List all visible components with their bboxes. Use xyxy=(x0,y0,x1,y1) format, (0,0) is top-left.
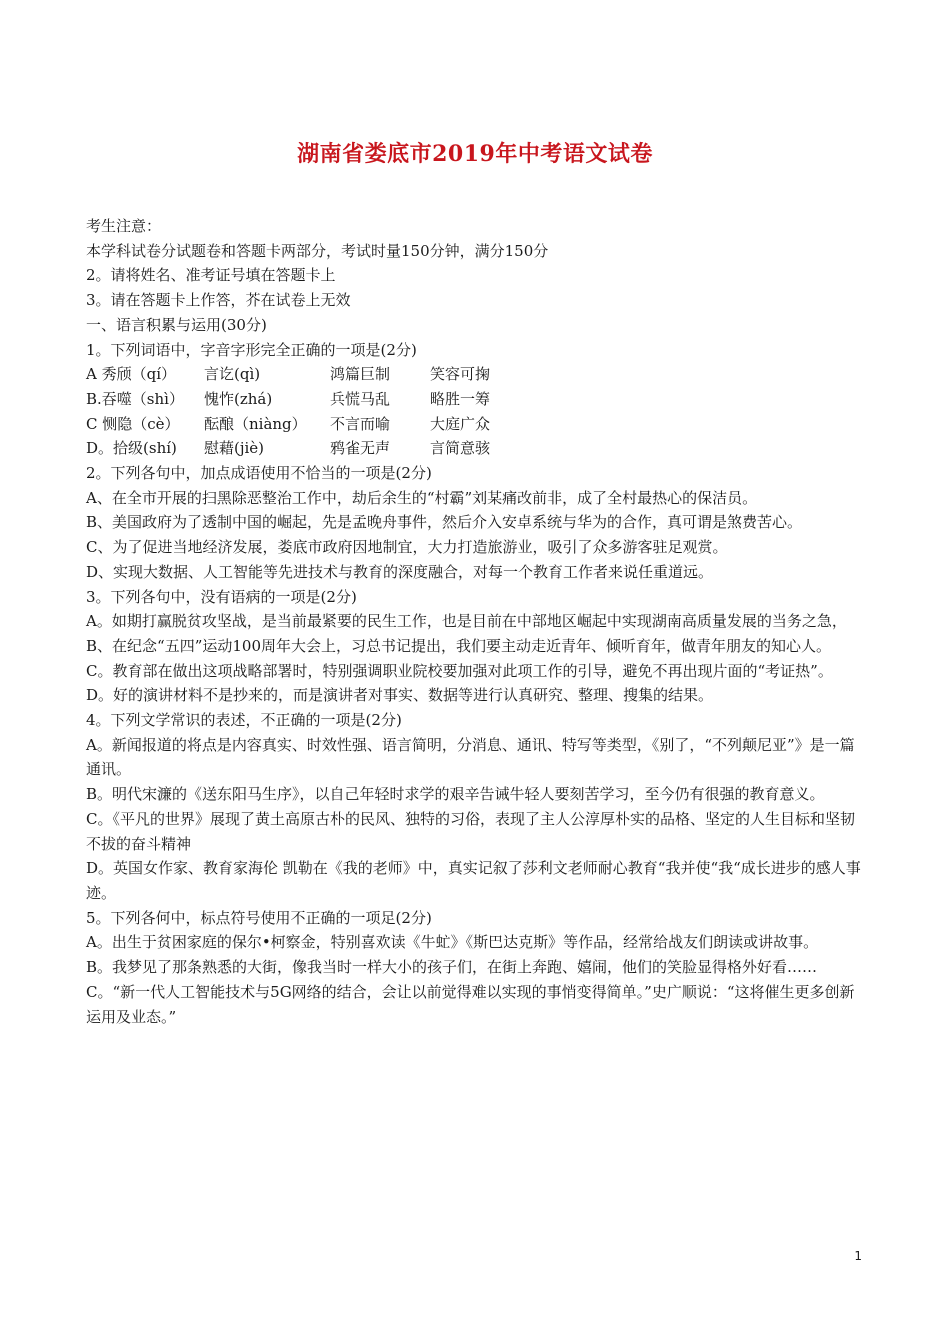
question-5-option-b: B。我梦见了那条熟悉的大街，像我当时一样大小的孩子们，在街上奔跑、嬉闹，他们的笑脸显得格外好看…… xyxy=(86,958,818,977)
question-2-stem: 2。下列各句中，加点成语使用不恰当的一项是(2分) xyxy=(86,464,432,483)
notice-line: 本学科试卷分试题卷和答题卡两部分，考试时量150分钟，满分150分 xyxy=(86,241,549,260)
question-4-option-b: B。明代宋濂的《送东阳马生序》，以自己年轻时求学的艰辛告诫牛轻人要刻苦学习，至今仍有很强的教育意义。 xyxy=(86,785,825,804)
notice-line: 2。请将姓名、准考证号填在答题卡上 xyxy=(86,266,336,285)
question-4-stem: 4。下列文学常识的表述，不正确的一项是(2分) xyxy=(86,711,402,730)
option-cell: 言讫(qì) xyxy=(204,365,261,384)
question-3-option-d: D。好的演讲材料不是抄来的，而是演讲者对事实、数据等进行认真研究、整理、搜集的结果。 xyxy=(86,686,714,705)
question-3-option-b: B、在纪念“五四”运动100周年大会上，习总书记提出，我们要主动走近青年、倾听育年，做青年朋友的知心人。 xyxy=(86,636,831,655)
question-3-stem: 3。下列各句中，没有语病的一项是(2分) xyxy=(86,587,357,606)
question-2-option-a: A、在全市开展的扫黑除恶整治工作中，劫后余生的“村霸”刘某痛改前非，成了全村最热心的保洁员。 xyxy=(86,488,758,507)
notice-line: 3。请在答题卡上作答，芥在试卷上无效 xyxy=(86,291,351,310)
option-cell: 鸿篇巨制 xyxy=(330,365,391,384)
option-cell: 愧怍(zhá) xyxy=(204,389,273,408)
question-1-option-a xyxy=(86,362,868,387)
page-title: 湖南省娄底市2019年中考语文试卷 xyxy=(297,141,653,167)
question-4-option-a: A。新闻报道的将点是内容真实、时效性强、语言简明，分消息、通讯、特写等类型，《别了，“不列颠尼亚”》是一篇通讯。 xyxy=(86,735,855,779)
option-cell: 慰藉(jiè) xyxy=(204,439,265,458)
page-number: 1 xyxy=(854,1249,862,1263)
option-cell: 言简意骇 xyxy=(430,439,491,458)
option-cell: A 秀颀（qí） xyxy=(86,365,177,384)
notice-heading: 考生注意： xyxy=(86,217,162,235)
question-4-option-d: D。英国女作家、教育家海伦 凯勒在《我的老师》中，真实记叙了莎利文老师耐心教育“我并使“我“成长进步的感人事迹。 xyxy=(86,859,861,902)
option-cell: 兵慌马乱 xyxy=(330,389,391,408)
question-1-option-d xyxy=(86,436,868,461)
question-5-option-a: A。出生于贫困家庭的保尔•柯察金，特别喜欢读《牛虻》《斯巴达克斯》等作品，经常给战友们朗读或讲故事。 xyxy=(86,933,819,952)
option-cell: 大庭广众 xyxy=(430,414,491,433)
question-5-option-c: C。“新一代人工智能技术与5G网络的结合，会让以前觉得难以实现的事悄变得简单。”史广顺说：“这将催生更多创新运用及业态。” xyxy=(86,982,855,1026)
question-2-option-c: C、为了促进当地经济发展，娄底市政府因地制宜，大力打造旅游业，吸引了众多游客驻足观赏。 xyxy=(86,538,728,557)
question-3-option-a: A。如期打赢脱贫攻坚战，是当前最紧要的民生工作，也是目前在中部地区崛起中实现湖南高质量发展的当务之急， xyxy=(86,612,847,631)
section-heading: 一、语言积累与运用(30分) xyxy=(86,315,267,334)
option-cell: C 恻隐（cè） xyxy=(86,414,180,433)
question-4-option-c: C。《平凡的世界》展现了黄土高原古朴的民风、独特的习俗，表现了主人公淳厚朴实的品格、坚定的人生目标和坚韧不拔的奋斗精神 xyxy=(86,809,855,853)
option-cell: 笑容可掬 xyxy=(430,365,491,384)
option-cell: D。拾级(shí) xyxy=(86,439,177,458)
question-2-option-d: D、实现大数据、人工智能等先进技术与教育的深度融合，对每一个教育工作者来说任重道远。 xyxy=(86,562,714,581)
exam-content xyxy=(86,214,868,1029)
question-1-option-b xyxy=(86,387,868,412)
question-1-stem: 1。下列词语中，字音字形完全正确的一项是(2分) xyxy=(86,340,417,359)
option-cell: 酝酿（niàng） xyxy=(204,414,307,433)
option-cell: 略胜一筹 xyxy=(430,389,491,408)
option-cell: 不言而喻 xyxy=(330,414,391,433)
question-2-option-b: B、美国政府为了透制中国的崛起，先是孟晚舟事件，然后介入安卓系统与华为的合作，真可谓是煞费苦心。 xyxy=(86,513,803,532)
question-3-option-c: C。教育部在做出这项战略部署时，特别强调职业院校要加强对此项工作的引导，避免不再出现片面的“考证热”。 xyxy=(86,661,833,680)
question-5-stem: 5。下列各何中，标点符号使用不正确的一项足(2分) xyxy=(86,908,432,927)
option-cell: 鸦雀无声 xyxy=(330,439,391,458)
question-1-option-c xyxy=(86,412,868,437)
option-cell: B.吞噬（shì） xyxy=(86,389,184,408)
